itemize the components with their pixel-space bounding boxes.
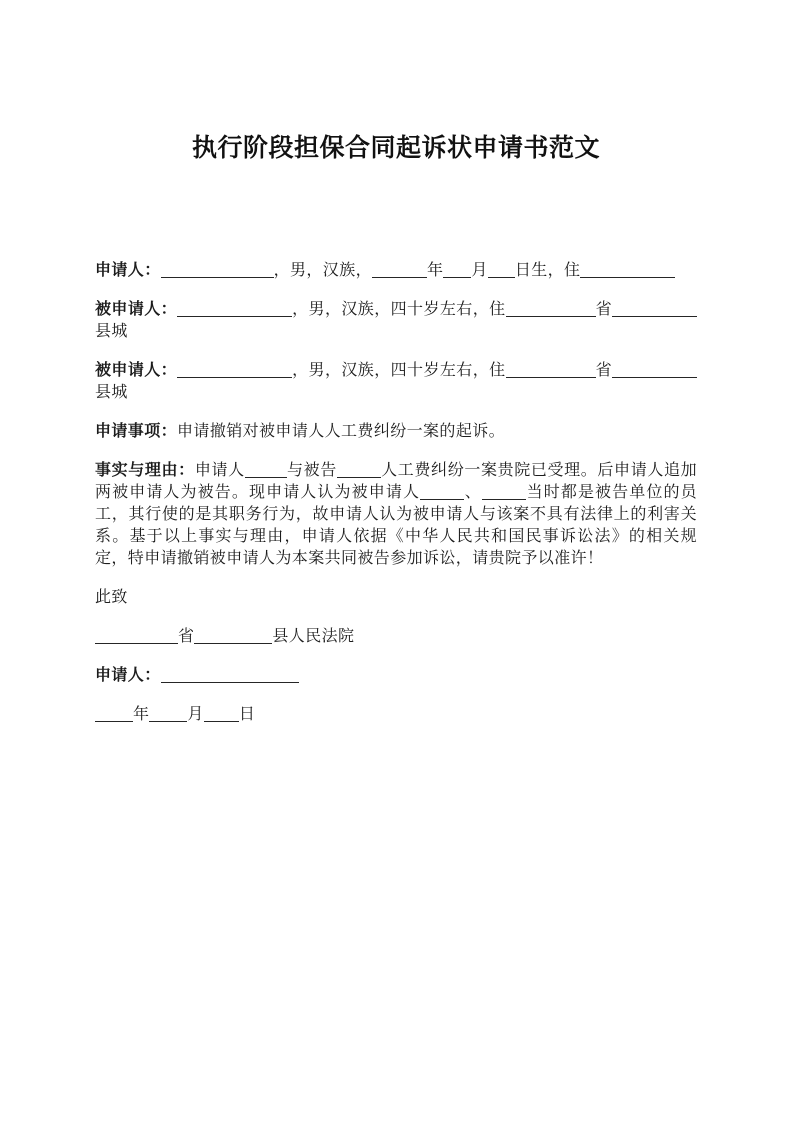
- field-label: 申请事项：: [95, 423, 178, 440]
- blank-line: [204, 709, 239, 722]
- text-run: 人工费纠纷一案贵院已受理。后申请人追加两被申请人为被告。现申请人认为被申请人: [95, 462, 698, 501]
- text-run: 县人民法院: [272, 628, 355, 645]
- text-run: 省: [595, 301, 612, 318]
- blank-line: [161, 265, 274, 278]
- signature-line: [95, 665, 697, 687]
- text-run: 申请人: [194, 462, 245, 479]
- blank-line: [443, 265, 471, 278]
- text-run: 此致: [95, 589, 128, 606]
- text-run: 申请撤销对被申请人人工费纠纷一案的起诉。: [177, 423, 506, 440]
- blank-line: [612, 304, 697, 317]
- court-line: [95, 626, 697, 648]
- text-run: 年: [427, 262, 444, 279]
- respondent-line-1: [95, 299, 697, 343]
- text-run: 与被告: [286, 462, 337, 479]
- text-run: 月: [471, 262, 488, 279]
- text-run: 县城: [95, 323, 128, 340]
- blank-line: [420, 487, 464, 500]
- field-label: 申请人：: [95, 667, 161, 684]
- blank-line: [372, 265, 427, 278]
- text-run: 日生，住: [514, 262, 581, 279]
- blank-line: [194, 631, 272, 644]
- blank-line: [506, 365, 596, 378]
- blank-line: [177, 304, 292, 317]
- blank-line: [506, 304, 596, 317]
- blank-line: [580, 265, 675, 278]
- blank-line: [612, 365, 697, 378]
- text-run: 省: [178, 628, 195, 645]
- field-label: 被申请人：: [95, 362, 178, 379]
- document-body: [95, 260, 697, 726]
- document-title: 执行阶段担保合同起诉状申请书范文: [191, 134, 600, 162]
- date-line: [95, 704, 697, 726]
- respondent-line-2: [95, 360, 697, 404]
- blank-line: [488, 265, 515, 278]
- blank-line: [95, 631, 178, 644]
- field-label: 事实与理由：: [95, 462, 195, 479]
- text-run: 当时都是被告单位的员工，其行使的是其职务行为，故申请人认为被申请人与该案不具有法律上的利害关系。基于以上事实与理由，申请人依据《中华人民共和国民事诉讼法》的相关规定，特申请撤销被申请人为本案共同被告参加诉讼，请贵院予以准许！: [95, 484, 697, 567]
- text-run: 年: [133, 706, 150, 723]
- text-run: 省: [595, 362, 612, 379]
- text-run: ，男，汉族，四十岁左右，住: [292, 362, 506, 379]
- request-line: [95, 421, 697, 443]
- blank-line: [482, 487, 526, 500]
- applicant-line: [95, 260, 697, 282]
- facts-paragraph: [95, 460, 697, 570]
- salute-line: [95, 587, 697, 609]
- text-run: 、: [464, 484, 482, 501]
- blank-line: [245, 465, 287, 478]
- text-run: ，男，汉族，: [273, 262, 373, 279]
- blank-line: [161, 670, 299, 683]
- text-run: 县城: [95, 384, 128, 401]
- blank-line: [177, 365, 292, 378]
- blank-line: [95, 709, 133, 722]
- field-label: 申请人：: [95, 262, 161, 279]
- blank-line: [337, 465, 381, 478]
- text-run: 日: [238, 706, 256, 723]
- text-run: ，男，汉族，四十岁左右，住: [292, 301, 506, 318]
- text-run: 月: [187, 706, 204, 723]
- blank-line: [149, 709, 187, 722]
- field-label: 被申请人：: [95, 301, 178, 318]
